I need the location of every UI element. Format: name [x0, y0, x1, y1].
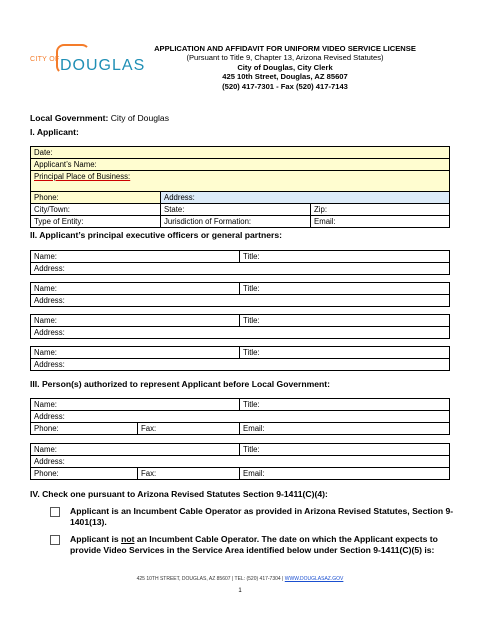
- representative-table: [30, 398, 450, 435]
- office-phone: (520) 417-7301 - Fax (520) 417-7143: [222, 81, 348, 91]
- entity-type-field[interactable]: Type of Entity:: [31, 216, 161, 228]
- zip-field[interactable]: Zip:: [311, 204, 450, 216]
- rep-name-field[interactable]: Name:: [31, 444, 240, 456]
- local-government: [30, 113, 169, 123]
- page-number: 1: [238, 588, 242, 594]
- local-government-label: Local Government:: [30, 113, 109, 123]
- officer-address-field[interactable]: Address:: [31, 359, 450, 371]
- city-logo: [30, 42, 146, 78]
- officer-name-field[interactable]: Name:: [31, 251, 240, 263]
- section-3-heading: III. Person(s) authorized to represent Applicant before Local Government:: [30, 379, 331, 389]
- footer-website-link[interactable]: WWW.DOUGLASAZ.GOV: [284, 576, 344, 582]
- applicant-table: [30, 146, 450, 228]
- section-2-heading: II. Applicant’s principal executive officers or general partners:: [30, 230, 283, 240]
- rep-email-field[interactable]: Email:: [240, 468, 450, 480]
- footer-address: 425 10TH STREET, DOUGLAS, AZ 85607 | TEL: (520) 417-7304 |: [136, 576, 284, 582]
- rep-phone-field[interactable]: Phone:: [31, 468, 138, 480]
- rep-title-field[interactable]: Title:: [240, 399, 450, 411]
- officer-table: [30, 250, 450, 275]
- non-incumbent-checkbox[interactable]: [50, 535, 60, 545]
- document-title: APPLICATION AND AFFIDAVIT FOR UNIFORM VIDEO SERVICE LICENSE: [154, 44, 416, 53]
- document-subtitle: (Pursuant to Title 9, Chapter 13, Arizona Revised Statutes): [186, 53, 384, 63]
- page-footer: [0, 576, 480, 582]
- officer-address-field[interactable]: Address:: [31, 327, 450, 339]
- officer-title-field[interactable]: Title:: [240, 315, 450, 327]
- rep-address-field[interactable]: Address:: [31, 411, 450, 423]
- rep-name-field[interactable]: Name:: [31, 399, 240, 411]
- rep-fax-field[interactable]: Fax:: [138, 423, 240, 435]
- principal-place-label: Principal Place of Business:: [34, 172, 131, 181]
- officer-address-field[interactable]: Address:: [31, 295, 450, 307]
- officer-name-field[interactable]: Name:: [31, 283, 240, 295]
- rep-email-field[interactable]: Email:: [240, 423, 450, 435]
- option2-not: not: [121, 534, 135, 544]
- local-government-value: City of Douglas: [110, 113, 169, 123]
- officer-name-field[interactable]: Name:: [31, 347, 240, 359]
- principal-place-field[interactable]: [31, 171, 450, 192]
- logo-douglas: DOUGLAS: [60, 57, 146, 74]
- representative-table: [30, 443, 450, 480]
- option2-text-b: an Incumbent Cable Operator. The date on which the Applicant expects to provide Video Services in the Service Area identified below under Section 9-1411(C)(5) is:: [70, 534, 438, 555]
- officer-address-field[interactable]: Address:: [31, 263, 450, 275]
- section-1-heading: I. Applicant:: [30, 127, 79, 137]
- rep-title-field[interactable]: Title:: [240, 444, 450, 456]
- address-field[interactable]: Address:: [161, 192, 450, 204]
- city-field[interactable]: City/Town:: [31, 204, 161, 216]
- jurisdiction-field[interactable]: Jurisdiction of Formation:: [161, 216, 311, 228]
- rep-phone-field[interactable]: Phone:: [31, 423, 138, 435]
- applicant-name-field[interactable]: Applicant’s Name:: [31, 159, 450, 171]
- document-header: [140, 44, 430, 91]
- email-field[interactable]: Email:: [311, 216, 450, 228]
- incumbent-checkbox[interactable]: [50, 507, 60, 517]
- section-4-heading: IV. Check one pursuant to Arizona Revised Statutes Section 9-1411(C)(4):: [30, 489, 328, 499]
- state-field[interactable]: State:: [161, 204, 311, 216]
- officer-title-field[interactable]: Title:: [240, 347, 450, 359]
- officer-name-field[interactable]: Name:: [31, 315, 240, 327]
- officer-title-field[interactable]: Title:: [240, 283, 450, 295]
- officer-title-field[interactable]: Title:: [240, 251, 450, 263]
- officer-table: [30, 282, 450, 307]
- incumbent-option-text: Applicant is an Incumbent Cable Operator as provided in Arizona Revised Statutes, Section 9-1401(13).: [70, 506, 454, 527]
- rep-address-field[interactable]: Address:: [31, 456, 450, 468]
- applicant-date-field[interactable]: Date:: [31, 147, 450, 159]
- office-name: City of Douglas, City Clerk: [237, 62, 333, 72]
- phone-field[interactable]: Phone:: [31, 192, 161, 204]
- officer-table: [30, 346, 450, 371]
- rep-fax-field[interactable]: Fax:: [138, 468, 240, 480]
- option2-text-a: Applicant is: [70, 534, 122, 544]
- officer-table: [30, 314, 450, 339]
- office-address: 425 10th Street, Douglas, AZ 85607: [222, 72, 348, 82]
- non-incumbent-option-text: [70, 534, 455, 556]
- logo-city-of: CITY OF: [30, 56, 60, 63]
